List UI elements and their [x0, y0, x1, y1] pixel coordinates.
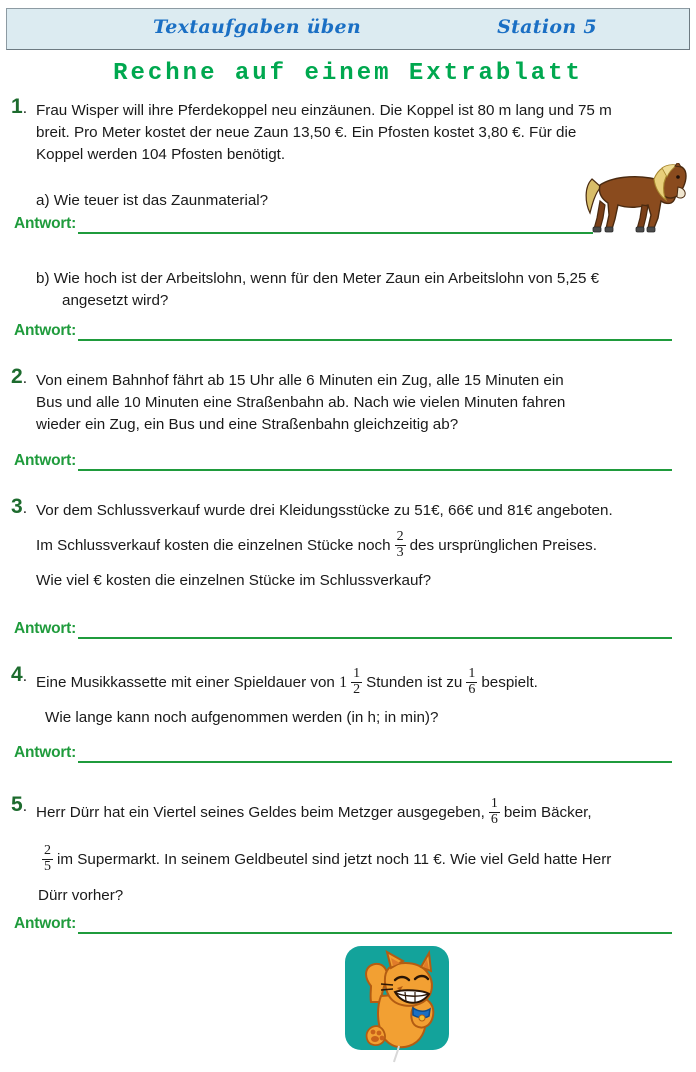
problem-1-line-1: Frau Wisper will ihre Pferdekoppel neu einzäunen. Die Koppel ist 80 m lang und 75 m	[36, 102, 612, 119]
problem-1b	[0, 268, 696, 312]
problem-3-line-2-post: des ursprünglichen Preises.	[409, 537, 597, 555]
problem-5-body	[0, 798, 696, 907]
problem-1b-line-2: angesetzt wird?	[62, 292, 169, 309]
answer-row-2	[0, 452, 696, 474]
problem-3-body	[0, 500, 696, 592]
problem-2	[0, 365, 696, 436]
problem-3-line-3: Wie viel € kosten die einzelnen Stücke im Schlussverkauf?	[36, 572, 432, 590]
problem-5-line-1-pre: Herr Dürr hat ein Viertel seines Geldes beim Metzger ausgegeben,	[36, 804, 485, 822]
worksheet-title: Textaufgaben üben	[153, 16, 361, 38]
answer-line[interactable]	[78, 232, 593, 234]
problem-5-line-1	[36, 798, 680, 828]
problem-number: 1.	[11, 95, 27, 118]
fraction-one-sixth: $\frac{1}{6}$	[490, 796, 498, 827]
problem-1-line-2: breit. Pro Meter kostet der neue Zaun 13,50 €. Ein Pfosten kostet 3,80 €. Für die	[36, 124, 577, 141]
problem-number: 2.	[11, 365, 27, 388]
problem-5-line-2-post: im Supermarkt. In seinem Geldbeutel sind jetzt noch 11 €. Wie viel Geld hatte Herr	[57, 851, 612, 869]
problem-4-line-2: Wie lange kann noch aufgenommen werden (in h; in min)?	[45, 709, 439, 727]
answer-line[interactable]	[78, 637, 672, 639]
fraction-two-fifths: $\frac{2}{5}$	[44, 843, 51, 875]
cat-illustration	[337, 940, 463, 1066]
problem-4-line-1	[36, 668, 680, 698]
answer-label: Antwort:	[14, 744, 77, 761]
problem-5-line-3: Dürr vorher?	[38, 886, 124, 904]
answer-row-5	[0, 915, 696, 937]
answer-row-1a	[0, 215, 696, 237]
problem-2-line-3: wieder ein Zug, ein Bus und eine Straßenbahn gleichzeitig ab?	[36, 416, 459, 433]
problem-1	[0, 95, 696, 166]
answer-line[interactable]	[78, 932, 672, 934]
station-label: Station 5	[497, 16, 597, 38]
answer-label: Antwort:	[14, 322, 77, 339]
fraction-one-half: $\frac{1}{2}$	[353, 666, 361, 697]
mixed-number-whole: 1	[339, 674, 348, 692]
answer-line[interactable]	[78, 761, 672, 763]
fraction-one-sixth: $\frac{1}{6}$	[468, 666, 476, 697]
problem-3-line-1: Vor dem Schlussverkauf wurde drei Kleidungsstücke zu 51€, 66€ und 81€ angeboten.	[36, 502, 613, 519]
problem-5	[0, 793, 696, 907]
problem-5-line-1-post: beim Bäcker,	[503, 804, 592, 822]
answer-line[interactable]	[78, 339, 672, 341]
problem-3	[0, 495, 696, 592]
problem-number: 5.	[11, 793, 27, 816]
problem-4-line-1-pre: Eine Musikkassette mit einer Spieldauer von	[36, 674, 335, 692]
problem-number: 4.	[11, 663, 27, 686]
problem-1-body	[0, 100, 696, 166]
answer-row-4	[0, 744, 696, 766]
problem-3-line-2	[36, 531, 680, 561]
problem-1a-text: a) Wie teuer ist das Zaunmaterial?	[36, 192, 269, 209]
fraction-two-thirds: $\frac{2}{3}$	[396, 529, 404, 560]
problem-1-line-3: Koppel werden 104 Pfosten benötigt.	[36, 146, 286, 163]
problem-2-body	[0, 370, 696, 436]
problem-2-line-1: Von einem Bahnhof fährt ab 15 Uhr alle 6 Minuten ein Zug, alle 15 Minuten ein	[36, 372, 564, 389]
problem-4-line-1-mid: Stunden ist zu	[366, 674, 463, 692]
answer-label: Antwort:	[14, 215, 77, 232]
answer-label: Antwort:	[14, 620, 77, 637]
answer-label: Antwort:	[14, 452, 77, 469]
problem-number: 3.	[11, 495, 27, 518]
page-title: Rechne auf einem Extrablatt	[113, 60, 583, 87]
answer-row-1b	[0, 322, 696, 344]
problem-3-line-2-pre: Im Schlussverkauf kosten die einzelnen Stücke noch	[36, 537, 391, 555]
header-banner	[6, 8, 690, 50]
problem-2-line-2: Bus und alle 10 Minuten eine Straßenbahn ab. Nach wie vielen Minuten fahren	[36, 394, 566, 411]
problem-4	[0, 663, 696, 729]
answer-label: Antwort:	[14, 915, 77, 932]
answer-row-3	[0, 620, 696, 642]
problem-4-line-1-post: bespielt.	[481, 674, 538, 692]
answer-line[interactable]	[78, 469, 672, 471]
problem-1b-line-1: b) Wie hoch ist der Arbeitslohn, wenn für den Meter Zaun ein Arbeitslohn von 5,25 €	[36, 270, 600, 287]
problem-5-line-2	[36, 845, 680, 875]
problem-4-body	[0, 668, 696, 729]
